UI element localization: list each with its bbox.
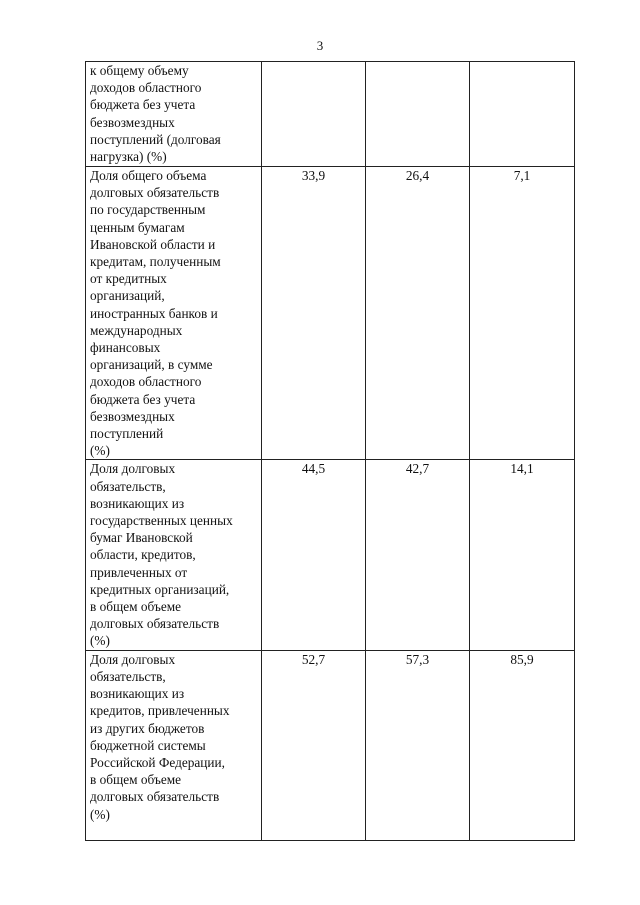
label-line: кредитных организаций, — [90, 581, 230, 597]
label-line: бюджета без учета — [90, 391, 196, 407]
label-line: финансовых — [90, 340, 161, 356]
row-label — [86, 167, 262, 460]
value-cell — [262, 62, 366, 167]
label-line: возникающих из — [90, 686, 185, 702]
table-row — [86, 167, 575, 460]
label-line: обязательств, — [90, 478, 166, 494]
table-row — [86, 460, 575, 650]
label-line: кредитам, полученным — [90, 254, 221, 270]
label-line: доходов областного — [90, 374, 202, 390]
label-line: Доля долговых — [90, 461, 176, 477]
value-cell: 44,5 — [262, 460, 366, 650]
label-line: бумаг Ивановской — [90, 530, 193, 546]
label-line: бюджета без учета — [90, 97, 196, 113]
value-cell: 14,1 — [470, 460, 575, 650]
label-line: организаций, — [90, 288, 165, 304]
label-line: области, кредитов, — [90, 547, 196, 563]
label-line: долговых обязательств — [90, 616, 220, 632]
label-line: в общем объеме — [90, 599, 182, 615]
label-line: Российской Федерации, — [90, 754, 225, 770]
value-cell: 52,7 — [262, 650, 366, 840]
data-table — [85, 61, 575, 841]
label-line: в общем объеме — [90, 772, 182, 788]
label-line: долговых обязательств — [90, 185, 220, 201]
value-cell: 57,3 — [366, 650, 470, 840]
label-line: возникающих из — [90, 495, 185, 511]
label-line: нагрузка) (%) — [90, 149, 167, 165]
label-line: иностранных банков и — [90, 305, 218, 321]
label-line: доходов областного — [90, 80, 202, 96]
label-line: привлеченных от — [90, 564, 188, 580]
label-line: поступлений (долговая — [90, 131, 221, 147]
label-line: поступлений — [90, 426, 164, 442]
value-cell: 85,9 — [470, 650, 575, 840]
label-line: к общему объему — [90, 63, 189, 78]
label-line: государственных ценных — [90, 513, 233, 529]
value-cell: 42,7 — [366, 460, 470, 650]
row-label — [86, 460, 262, 650]
label-line: (%) — [90, 806, 110, 822]
label-line: Ивановской области и — [90, 236, 216, 252]
value-cell: 33,9 — [262, 167, 366, 460]
label-line: от кредитных — [90, 271, 167, 287]
label-line: бюджетной системы — [90, 737, 206, 753]
label-line: Доля долговых — [90, 651, 176, 667]
label-line: из других бюджетов — [90, 720, 205, 736]
table-row — [86, 62, 575, 167]
label-line: международных — [90, 322, 183, 338]
label-line: ценным бумагам — [90, 219, 185, 235]
row-label — [86, 62, 262, 167]
value-cell — [470, 62, 575, 167]
label-line: безвозмездных — [90, 114, 175, 130]
label-line: безвозмездных — [90, 408, 175, 424]
label-line: (%) — [90, 633, 110, 649]
label-line: Доля общего объема — [90, 168, 207, 183]
table-row — [86, 650, 575, 840]
label-line: обязательств, — [90, 668, 166, 684]
label-line: долговых обязательств — [90, 789, 220, 805]
row-label — [86, 650, 262, 840]
value-cell — [366, 62, 470, 167]
value-cell: 7,1 — [470, 167, 575, 460]
value-cell: 26,4 — [366, 167, 470, 460]
page-number: 3 — [316, 38, 324, 53]
label-line: кредитов, привлеченных — [90, 703, 230, 719]
label-line: организаций, в сумме — [90, 357, 213, 373]
label-line: (%) — [90, 443, 110, 459]
label-line: по государственным — [90, 202, 206, 218]
